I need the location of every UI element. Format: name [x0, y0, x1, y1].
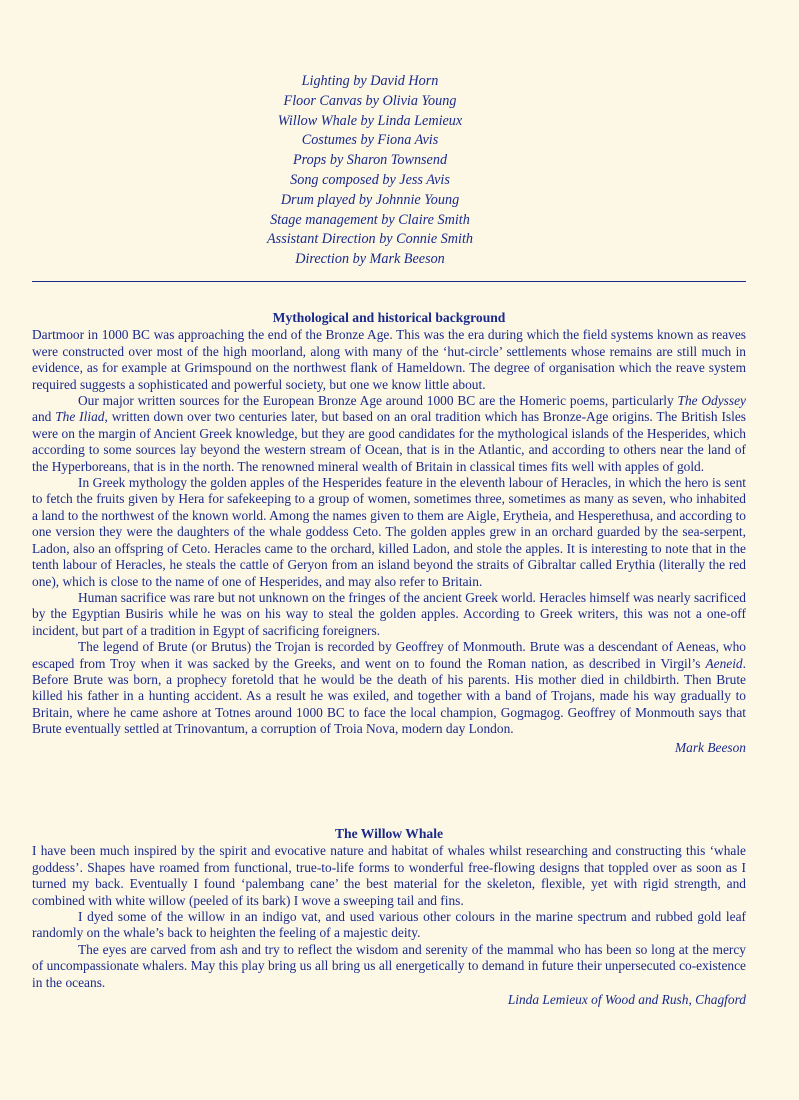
mythology-heading: Mythological and historical background [272, 310, 506, 325]
mythology-signature: Mark Beeson [674, 739, 746, 755]
p2-title-iliad: The Iliad [55, 409, 105, 425]
mythology-paragraph-3: In Greek mythology the golden apples of the Hesperides feature in the eleventh labour of Heracles, in which the hero is sent to fetch the fruits given by Hera for safekeeping to a group of women, sometimes three, sometimes as many as seven, who inhabited a land to the northwest of the known world. Among the names given to them are Aigle, Erytheia, and Hesperethusa, and according to one version they were the daughters of the whale goddess Ceto. The golden apples grew in an orchard guarded by the sea-serpent, Ladon, also an offspring of Ceto. Heracles came to the orchard, killed Ladon, and stole the apples. It is interesting to note that in the tenth labour of Heracles, he steals the cattle of Geryon from an island beyond the straits of Gibraltar called Erythia (literally the red one), which is close to the name of one of Hesperides, and may also refer to Britain. [32, 475, 746, 589]
mythology-paragraph-4: Human sacrifice was rare but not unknown on the fringes of the ancient Greek world. Heracles himself was nearly sacrificed by the Egyptian Busiris while he was on his way to steal the golden apples. According to Greek writers, this was not a one-off incident, but part of a tradition in Egypt of sacrificing foreigners. [32, 589, 746, 638]
whale-paragraph-3: The eyes are carved from ash and try to reflect the wisdom and serenity of the mammal who has been so long at the mercy of uncompassionate whalers. May this play bring us all bring us all energetically to demand in future their unpersecuted co-existence in the oceans. [32, 941, 746, 990]
credit-stage-management: Stage management by Claire Smith [270, 211, 470, 228]
p2-title-odyssey: The Odyssey [677, 393, 746, 409]
whale-section [32, 826, 746, 1020]
credit-floor-canvas: Floor Canvas by Olivia Young [283, 92, 457, 109]
credit-assistant-direction: Assistant Direction by Connie Smith [267, 231, 473, 248]
p5-title-aeneid: Aeneid [705, 655, 743, 671]
whale-paragraph-2: I dyed some of the willow in an indigo vat, and used various other colours in the marine spectrum and rubbed gold leaf randomly on the whale’s back to heighten the feeling of a majestic deity. [32, 909, 746, 941]
section-divider [32, 281, 746, 282]
mythology-paragraph-5 [32, 639, 746, 737]
credit-direction: Direction by Mark Beeson [295, 251, 445, 268]
p5-text-a: The legend of Brute (or Brutus) the Trojan is recorded by Geoffrey of Monmouth. Brute was a descendant of Aeneas, who escaped from Troy when it was sacked by the Greeks, and went on to found the Roman nation, as described in Virgil’s [32, 639, 746, 671]
credit-costumes: Costumes by Fiona Avis [301, 132, 439, 149]
p2-text-and: and [32, 409, 56, 425]
whale-paragraph-1: I have been much inspired by the spirit and evocative nature and habitat of whales whilst researching and constructing this ‘whale goddess’. Shapes have roamed from functional, true-to-life forms to wonderful free-flowing designs that toppled over as soon as I turned my back. Eventually I found ‘palembang cane’ the best material for the skeleton, flexible, yet with rigid strength, and combined with white willow (peeled of its bark) I wove a sweeping tail and fins. [32, 843, 746, 908]
p5-text-b: . Before Brute was born, a prophecy foretold that he would be the death of his parents. His mother died in childbirth. Then Brute killed his father in a hunting accident. As a result he was exiled, and together with a band of Trojans, made his way gradually to Britain, where he came ashore at Totnes around 1000 BC to face the local champion, Gogmagog. Geoffrey of Monmouth says that Brute eventually settled at Trinovantum, a corruption of Troia Nova, modern day London. [32, 655, 746, 737]
credit-lighting: Lighting by David Horn [301, 73, 439, 89]
credit-drum: Drum played by Johnnie Young [280, 191, 460, 208]
mythology-paragraph-1: Dartmoor in 1000 BC was approaching the end of the Bronze Age. This was the era during which the field systems known as reaves were constructed over most of the high moorland, along with many of the ‘hut-circle’ settlements whose remains are still much in evidence, as for example at Grimspound on the northwest flank of Hameldown. The degree of organisation which the reave system required suggests a sophisticated and powerful society, but one we know little about. [32, 327, 746, 392]
whale-signature: Linda Lemieux of Wood and Rush, Chagford [507, 992, 746, 1008]
mythology-section [32, 310, 746, 768]
credit-willow-whale: Willow Whale by Linda Lemieux [277, 112, 463, 129]
whale-heading: The Willow Whale [334, 826, 444, 841]
production-credits [0, 72, 740, 270]
p2-text-a: Our major written sources for the European Bronze Age around 1000 BC are the Homeric poems, particularly [78, 393, 678, 409]
credit-song: Song composed by Jess Avis [290, 171, 450, 188]
mythology-paragraph-2 [32, 393, 746, 475]
p2-text-b: , written down over two centuries later, but based on an oral tradition which has Bronze-Age origins. The British Isles were on the margin of Ancient Greek knowledge, but they are good candidates for the mythological islands of the Hesperides, which according to some sources lay beyond the western stream of Ocean, that is in the Atlantic, and according to others near the land of the Hyperboreans, that is in the north. The renowned mineral wealth of Britain in classical times fits well with apples of gold. [32, 409, 746, 474]
credit-props: Props by Sharon Townsend [292, 152, 448, 169]
